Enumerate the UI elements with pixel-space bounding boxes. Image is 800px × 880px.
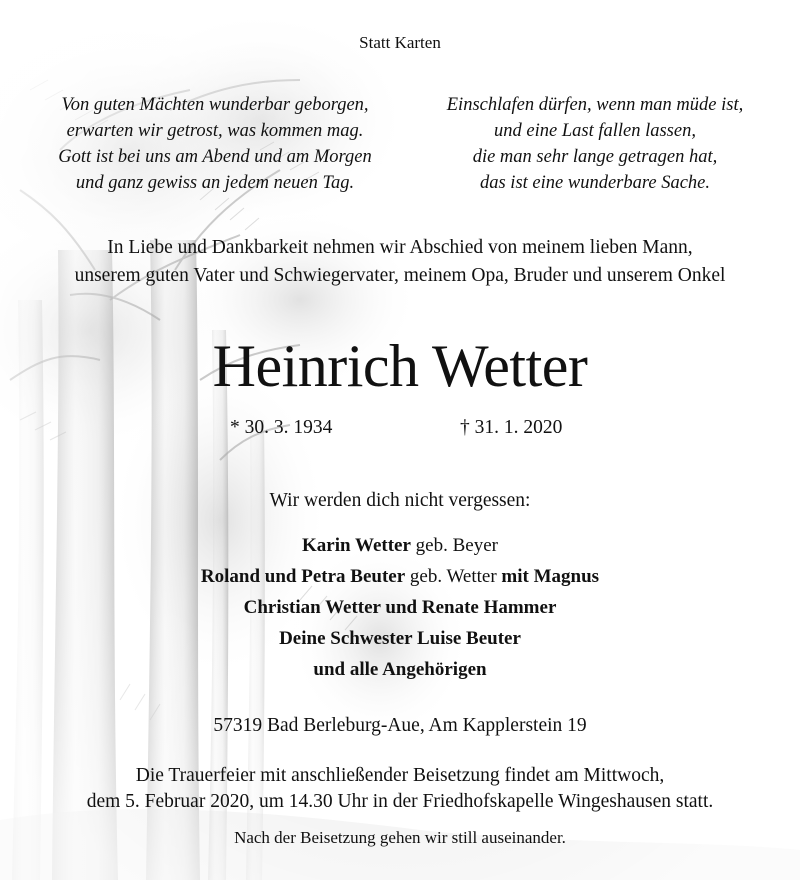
poem-left	[20, 92, 410, 196]
death-date: † 31. 1. 2020	[460, 417, 563, 438]
funeral-line: Die Trauerfeier mit anschließender Beisetzung findet am Mittwoch,	[135, 765, 665, 786]
intro-line: unserem guten Vater und Schwiegervater, meinem Opa, Bruder und unserem Onkel	[74, 265, 726, 286]
deceased-name: Heinrich Wetter	[212, 333, 588, 399]
poem-line: und ganz gewiss an jedem neuen Tag.	[75, 173, 355, 193]
family-line	[0, 654, 800, 685]
family-line	[0, 561, 800, 592]
funeral-line: dem 5. Februar 2020, um 14.30 Uhr in der Friedhofskapelle Wingeshausen statt.	[86, 791, 714, 812]
poem-line: und eine Last fallen lassen,	[494, 121, 696, 141]
funeral-info	[0, 763, 800, 815]
family-member-name: Karin Wetter	[302, 535, 411, 556]
family-list	[0, 530, 800, 685]
birth-date: * 30. 3. 1934	[230, 417, 333, 438]
poem-right	[400, 92, 790, 196]
poem-line: erwarten wir getrost, was kommen mag.	[66, 121, 364, 141]
poem-line: das ist eine wunderbare Sache.	[479, 173, 710, 193]
family-member-name: und alle Angehörigen	[313, 659, 487, 680]
intro-text	[0, 234, 800, 290]
family-member-name: Christian Wetter und Renate Hammer	[243, 597, 557, 618]
poem-line: Gott ist bei uns am Abend und am Morgen	[58, 147, 372, 167]
family-member-name: mit Magnus	[501, 566, 600, 587]
poem-line: Von guten Mächten wunderbar geborgen,	[61, 95, 369, 115]
family-line	[0, 623, 800, 654]
family-member-name: Deine Schwester Luise Beuter	[279, 628, 521, 649]
family-member-name: Roland und Petra Beuter	[200, 566, 406, 587]
address: 57319 Bad Berleburg-Aue, Am Kapplerstein 19	[213, 715, 587, 736]
family-line	[0, 530, 800, 561]
closing-note: Nach der Beisetzung gehen wir still auseinander.	[234, 828, 566, 847]
remembrance-line: Wir werden dich nicht vergessen:	[269, 490, 531, 511]
poem-line: die man sehr lange getragen hat,	[472, 147, 718, 167]
header-title: Statt Karten	[359, 33, 441, 52]
maiden-name: geb. Beyer	[410, 535, 498, 556]
family-line	[0, 592, 800, 623]
intro-line: In Liebe und Dankbarkeit nehmen wir Abschied von meinem lieben Mann,	[107, 237, 693, 258]
poem-line: Einschlafen dürfen, wenn man müde ist,	[446, 95, 744, 115]
maiden-name: geb. Wetter	[405, 566, 502, 587]
